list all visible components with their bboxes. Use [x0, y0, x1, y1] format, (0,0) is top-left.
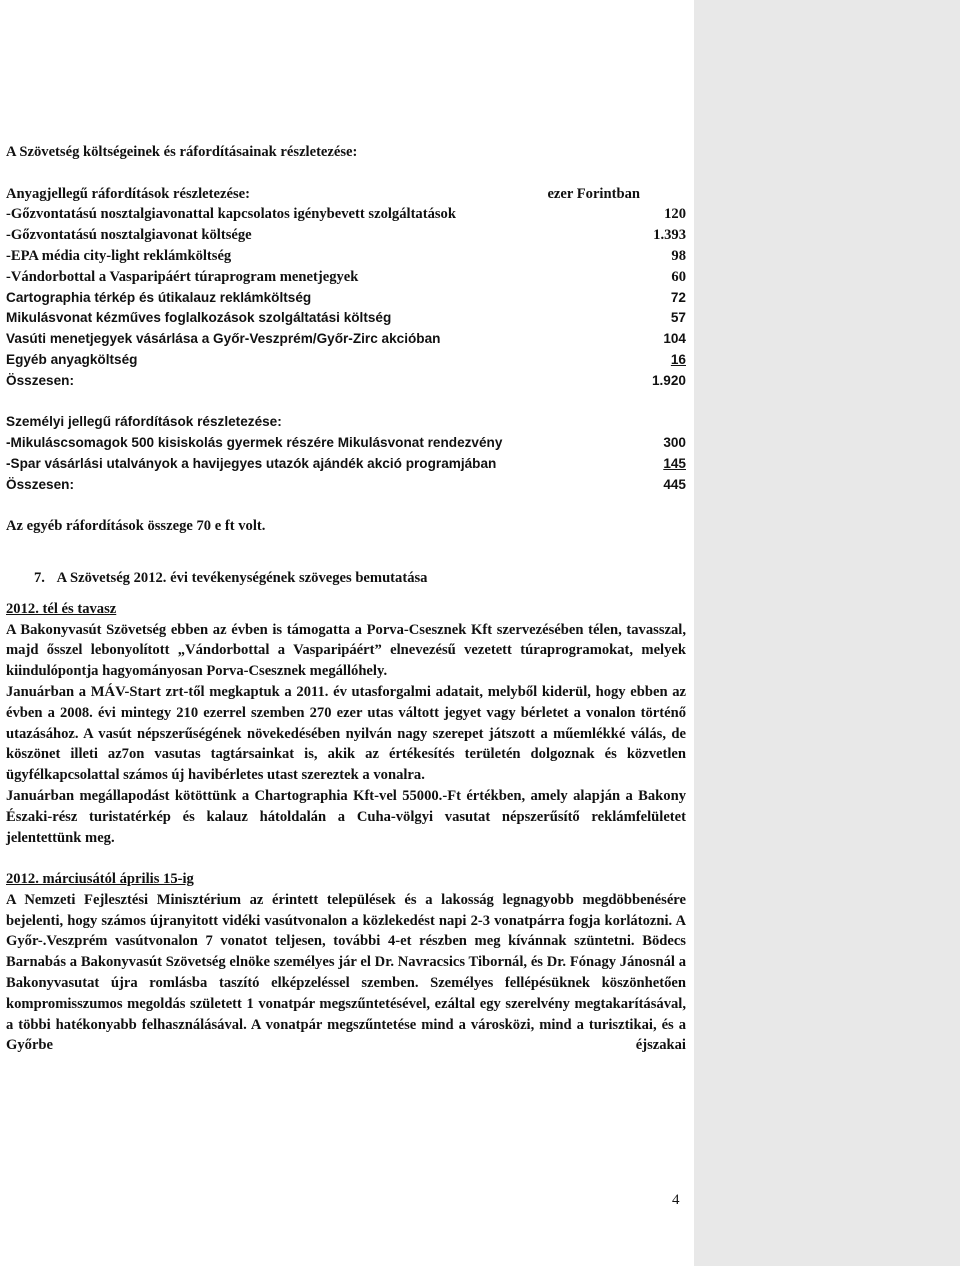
personal-item: [6, 454, 686, 475]
personal-total-value: 445: [663, 476, 686, 492]
personal-item-label: -Mikuláscsomagok 500 kisiskolás gyermek részére Mikulásvonat rendezvény: [6, 435, 503, 451]
material-item-value: 98: [671, 247, 686, 264]
material-item-value: 16: [670, 351, 686, 367]
material-item: [6, 288, 686, 309]
material-item-value: 104: [663, 331, 686, 347]
other-expenses-note: Az egyéb ráfordítások összege 70 e ft volt.: [6, 518, 266, 535]
material-item: [6, 204, 686, 225]
material-heading: Anyagjellegű ráfordítások részletezése:: [6, 185, 250, 202]
material-total-label: Összesen:: [6, 372, 75, 388]
material-item: [6, 225, 686, 246]
material-item-label: -Gőzvontatású nosztalgiavonat költsége: [6, 227, 252, 244]
material-item-value: 57: [670, 310, 686, 326]
personal-total-label: Összesen:: [6, 476, 75, 492]
material-item: [6, 246, 686, 267]
material-item-value: 60: [671, 268, 686, 285]
document-title: A Szövetség költségeinek és ráfordításainak részletezése:: [6, 144, 358, 160]
part1-paragraph: A Bakonyvasút Szövetség ebben az évben is támogatta a Porva-Csesznek Kft szervezésében télen, tavasszal, majd ősszel lebonyolított „Vándorbottal a Vasparipáért” elnevezésű vezetett túraprogramokat, melyek kiindulópontja hagyományosan Porva-Csesznek megállóhely.: [6, 621, 686, 680]
material-item: [6, 329, 686, 350]
material-item-label: Mikulásvonat kézműves foglalkozások szolgáltatási költség: [6, 310, 392, 326]
page-number: 4: [672, 1192, 680, 1208]
part1-paragraph: Januárban a MÁV-Start zrt-től megkaptuk a 2011. év utasforgalmi adatait, melyből kiderül, hogy ebben az évben a 2008. évi mintegy 210 ezerrel szemben 270 ezer utas váltott jegyet vagy bérletet a vonalon történő utazásához. A vasút népszerűségének növekedésében nyilván nagy szerepet játszott a műemlékké válás, de köszönet illeti az7on vasutas tagtársainkat is, akik az értékesítés területén dolgoznak és közvetlen ügyfélkapcsolattal számos új havibérletes utast szereztek a vonalra.: [6, 683, 686, 784]
material-item-label: Egyéb anyagköltség: [6, 351, 138, 367]
personal-item: [6, 433, 686, 454]
material-item: [6, 308, 686, 329]
unit-label: ezer Forintban: [547, 185, 640, 202]
material-total-value: 1.920: [651, 372, 686, 388]
material-item: [6, 350, 686, 371]
part1-paragraph: Januárban megállapodást kötöttünk a Chartographia Kft-vel 55000.-Ft értékben, amely alapján a Bakony Északi-rész turistatérkép és kalauz hátoldalán a Cuha-völgyi vasutat népszerűsítő reklámfelületet jelentettünk meg.: [6, 787, 686, 846]
material-item-value: 1.393: [653, 227, 686, 244]
document-page: [6, 142, 686, 1056]
material-item-label: -EPA média city-light reklámköltség: [6, 247, 232, 264]
part1-heading: 2012. tél és tavasz: [6, 600, 117, 617]
material-item-value: 120: [664, 206, 686, 223]
section-number: 7.: [34, 569, 45, 586]
section-heading: [6, 568, 686, 589]
material-item-label: -Vándorbottal a Vasparipáért túraprogram menetjegyek: [6, 268, 359, 285]
material-item-label: Vasúti menetjegyek vásárlása a Győr-Veszprém/Győr-Zirc akcióban: [6, 331, 441, 347]
personal-item-value: 300: [663, 435, 686, 451]
personal-item-label: -Spar vásárlási utalványok a havijegyes utazók ajándék akció programjában: [6, 455, 497, 471]
material-item-label: Cartographia térkép és útikalauz reklámköltség: [6, 289, 312, 305]
material-item: [6, 267, 686, 288]
section-title: A Szövetség 2012. évi tevékenységének szöveges bemutatása: [56, 569, 428, 586]
material-item-value: 72: [670, 289, 686, 305]
personal-heading: Személyi jellegű ráfordítások részletezése:: [6, 414, 282, 430]
material-heading-row: [6, 184, 686, 205]
personal-total-row: [6, 475, 686, 496]
material-total-row: [6, 371, 686, 392]
part2-paragraph: A Nemzeti Fejlesztési Minisztérium az érintett települések és a lakosság legnagyobb megdöbbenésére bejelenti, hogy számos újranyitott vidéki vasútvonalon a közlekedést napi 2-3 vonatpárra fogja korlátozni. A Győr-.Veszprém vasútvonalon 7 vonatot teljesen, további 4-et részben meg kívánnak szüntetni. Bödecs Barnabás a Bakonyvasút Szövetség elnöke személyes jár el Dr. Navracsics Tibornál, és Dr. Fónagy Jánosnál a Bakonyvasutat újra romlásba taszító elképzeléssel szemben. Személyes fellépésüknek köszönhetően kompromisszumos megoldás született 1 vonatpár megszűntetésével, ezáltal egy szerelvény megtakarításával, a többi hatékonyabb felhasználásával. A vonatpár megszűntetése mind a városközi, mind a turisztikai, és a Győrbe éjszakai: [6, 891, 686, 1054]
part2-heading: 2012. márciusától április 15-ig: [6, 871, 194, 888]
material-item-label: -Gőzvontatású nosztalgiavonattal kapcsolatos igénybevett szolgáltatások: [6, 206, 456, 223]
comment-margin: [694, 0, 960, 1266]
personal-item-value: 145: [663, 455, 686, 471]
